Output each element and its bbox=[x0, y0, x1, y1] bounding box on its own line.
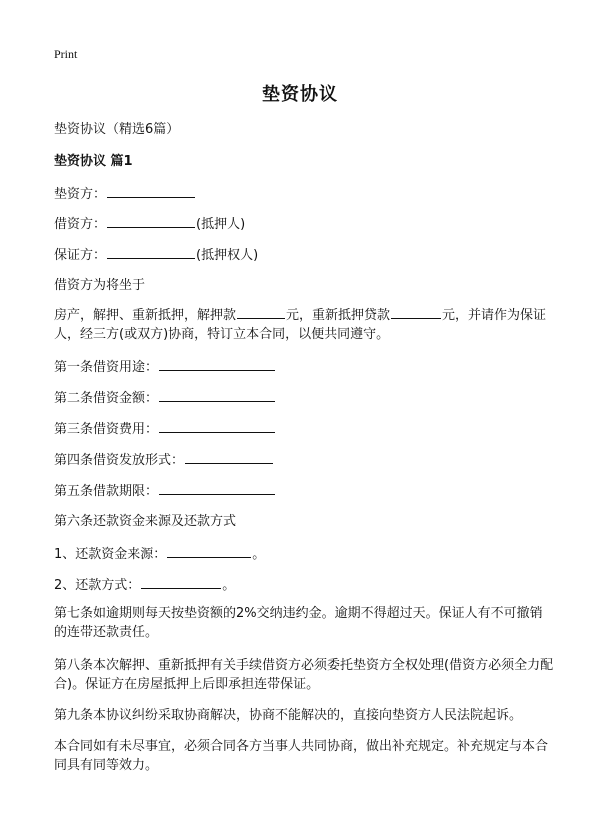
article-6-item-1-blank[interactable] bbox=[167, 545, 251, 558]
release-amount-blank[interactable] bbox=[237, 306, 285, 319]
article-4 bbox=[54, 451, 274, 469]
article-6-item-2-end: 。 bbox=[222, 578, 236, 593]
property-text-2: 元，重新抵押贷款 bbox=[286, 308, 391, 323]
article-3-blank[interactable] bbox=[159, 420, 275, 433]
loan-amount-blank[interactable] bbox=[391, 306, 441, 319]
article-6-item-2 bbox=[54, 576, 235, 594]
article-9: 第九条本协议纠纷采取协商解决，协商不能解决的，直接向垫资方人民法院起诉。 bbox=[54, 708, 523, 723]
lender-row bbox=[54, 185, 196, 203]
lender-label: 垫资方： bbox=[54, 187, 107, 202]
article-6-item-2-blank[interactable] bbox=[141, 576, 221, 589]
property-text-1: 房产，解押、重新抵押，解押款 bbox=[54, 308, 237, 323]
article-5-label: 第五条借款期限： bbox=[54, 484, 159, 499]
guarantor-row bbox=[54, 246, 258, 264]
article-5 bbox=[54, 482, 276, 500]
borrower-row bbox=[54, 215, 245, 233]
article-6: 第六条还款资金来源及还款方式 bbox=[54, 514, 237, 529]
article-1-label: 第一条借资用途： bbox=[54, 360, 159, 375]
article-4-label: 第四条借资发放形式： bbox=[54, 453, 185, 468]
borrower-note: (抵押人) bbox=[196, 217, 246, 232]
borrower-label: 借资方： bbox=[54, 217, 107, 232]
article-6-item-1-label: 1、还款资金来源： bbox=[54, 547, 167, 562]
article-1-blank[interactable] bbox=[159, 358, 275, 371]
document-subtitle: 垫资协议（精选6篇） bbox=[54, 122, 180, 137]
guarantor-label: 保证方： bbox=[54, 248, 107, 263]
guarantor-note: (抵押权人) bbox=[196, 248, 259, 263]
article-2-blank[interactable] bbox=[159, 389, 275, 402]
guarantor-blank[interactable] bbox=[107, 246, 195, 259]
article-3 bbox=[54, 420, 276, 438]
borrower-blank[interactable] bbox=[107, 215, 195, 228]
closing-paragraph: 本合同如有未尽事宜，必须合同各方当事人共同协商，做出补充规定。补充规定与本合同具有同等效力。 bbox=[54, 739, 549, 773]
article-6-item-1 bbox=[54, 545, 265, 563]
article-3-label: 第三条借资费用： bbox=[54, 422, 159, 437]
article-4-blank[interactable] bbox=[185, 451, 273, 464]
article-2-label: 第二条借资金额： bbox=[54, 391, 159, 406]
section-heading: 垫资协议 篇1 bbox=[54, 154, 133, 169]
article-1 bbox=[54, 358, 276, 376]
article-2 bbox=[54, 389, 276, 407]
article-8: 第八条本次解押、重新抵押有关手续借资方必须委托垫资方全权处理(借资方必须全力配合)。保证方在房屋抵押上后即承担连带保证。 bbox=[54, 658, 554, 692]
article-6-item-1-end: 。 bbox=[252, 547, 266, 562]
article-6-item-2-label: 2、还款方式： bbox=[54, 578, 141, 593]
property-paragraph bbox=[54, 306, 554, 344]
print-link[interactable]: Print bbox=[54, 47, 78, 61]
intro-text: 借资方为将坐于 bbox=[54, 278, 146, 293]
document-title: 垫资协议 bbox=[262, 84, 338, 105]
property-text-3: 元，并请作为保证人，经三方(或双方)协商，特订立本合同，以便共同遵守。 bbox=[54, 308, 547, 342]
lender-blank[interactable] bbox=[107, 185, 195, 198]
article-7: 第七条如逾期则每天按垫资额的2%交纳违约金。逾期不得超过天。保证人有不可撤销的连带还款责任。 bbox=[54, 606, 543, 640]
article-5-blank[interactable] bbox=[159, 482, 275, 495]
